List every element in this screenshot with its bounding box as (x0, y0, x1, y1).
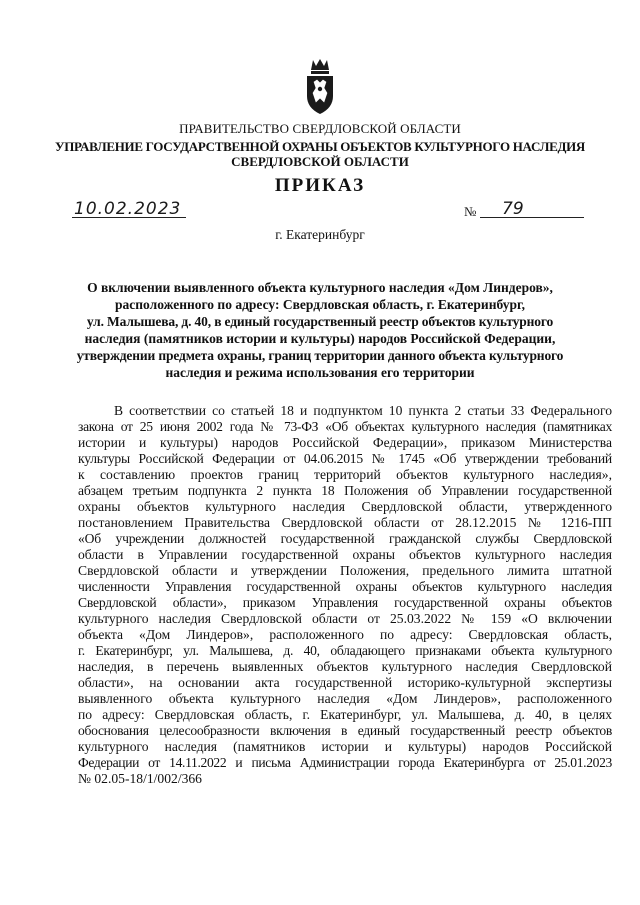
body-line: «Об учреждении должностей государственной гражданской службы Свердловской (78, 531, 612, 546)
body-line: Свердловской области и утверждении Положения, предельного лимита штатной (78, 563, 612, 578)
body-line: культурного наследия Свердловской области от 25.03.2022 № 159 «О включении (78, 611, 612, 626)
government-name: ПРАВИТЕЛЬСТВО СВЕРДЛОВСКОЙ ОБЛАСТИ (179, 121, 461, 136)
body-line: абзацем третьим подпункта 2 пункта 18 Положения об Управлении государственной (78, 483, 612, 498)
title-line: наследия и режима использования его территории (165, 365, 475, 380)
body-line: выявленного объекта культурного наследия «Дом Линдеров», расположенного (78, 691, 612, 706)
date-underline (72, 217, 186, 218)
document-type-title: ПРИКАЗ (274, 175, 366, 196)
body-line: объекта «Дом Линдеров», расположенного по адресу: Свердловская область, (78, 627, 612, 642)
document-date: 10.02.2023 (74, 199, 182, 219)
body-line: культурного наследия (памятников истории и культуры) народов Российской (78, 739, 612, 754)
title-line: утверждении предмета охраны, границ территории данного объекта культурного (76, 348, 564, 363)
body-line: закона от 25 июня 2002 года № 73-ФЗ «Об объектах культурного наследия (памятниках (78, 419, 612, 434)
agency-name-line-1: УПРАВЛЕНИЕ ГОСУДАРСТВЕННОЙ ОХРАНЫ ОБЪЕКТОВ КУЛЬТУРНОГО НАСЛЕДИЯ (54, 139, 586, 154)
title-line: расположенного по адресу: Свердловская область, г. Екатеринбург, (115, 297, 525, 312)
title-line: О включении выявленного объекта культурного наследия «Дом Линдеров», (87, 280, 553, 295)
body-line: № 02.05-18/1/002/366 (78, 771, 202, 786)
body-line: В соответствии со статьей 18 и подпунктом 10 пункта 2 статьи 33 Федерального (114, 403, 612, 418)
document-number: 79 (502, 199, 524, 219)
number-underline (480, 217, 584, 218)
body-line: истории и культуры) народов Российской Федерации», приказом Министерства (78, 435, 612, 450)
body-line: численности Управления государственной охраны объектов культурного наследия (78, 579, 612, 594)
body-line: культуры Российской Федерации от 04.06.2015 № 1745 «Об утверждении требований (78, 451, 612, 466)
body-line: постановлением Правительства Свердловской области от 28.12.2015 № 1216-ПП (78, 515, 612, 530)
title-line: ул. Малышева, д. 40, в единый государственный реестр объектов культурного (86, 314, 554, 329)
body-line: охраны объектов культурного наследия Свердловской области, утвержденного (78, 499, 612, 514)
body-line: Федерации от 14.11.2022 и письма Администрации города Екатеринбурга от 25.01.2023 (78, 755, 612, 770)
document-city: г. Екатеринбург (275, 227, 365, 242)
coat-of-arms-emblem (304, 58, 336, 116)
body-line: области», на основании акта государственной историко-культурной экспертизы (78, 675, 612, 690)
body-line: г. Екатеринбург, ул. Малышева, д. 40, обладающего признаками объекта культурного (78, 643, 612, 658)
agency-name-line-2: СВЕРДЛОВСКОЙ ОБЛАСТИ (231, 154, 409, 169)
body-line: по адресу: Свердловская область, г. Екатеринбург, ул. Малышева, д. 40, в целях (78, 707, 612, 722)
number-label: № (464, 204, 477, 219)
title-line: наследия (памятников истории и культуры) народов Российской Федерации, (84, 331, 556, 346)
body-line: области в Управлении государственной охраны объектов культурного наследия (78, 547, 612, 562)
body-line: наследия, в перечень выявленных объектов культурного наследия Свердловской (78, 659, 612, 674)
body-line: к составлению проектов границ территорий объектов культурного наследия», (78, 467, 612, 482)
body-line: обоснования целесообразности включения в единый государственный реестр объектов (78, 723, 612, 738)
body-line: Свердловской области», приказом Управления государственной охраны объектов (78, 595, 612, 610)
